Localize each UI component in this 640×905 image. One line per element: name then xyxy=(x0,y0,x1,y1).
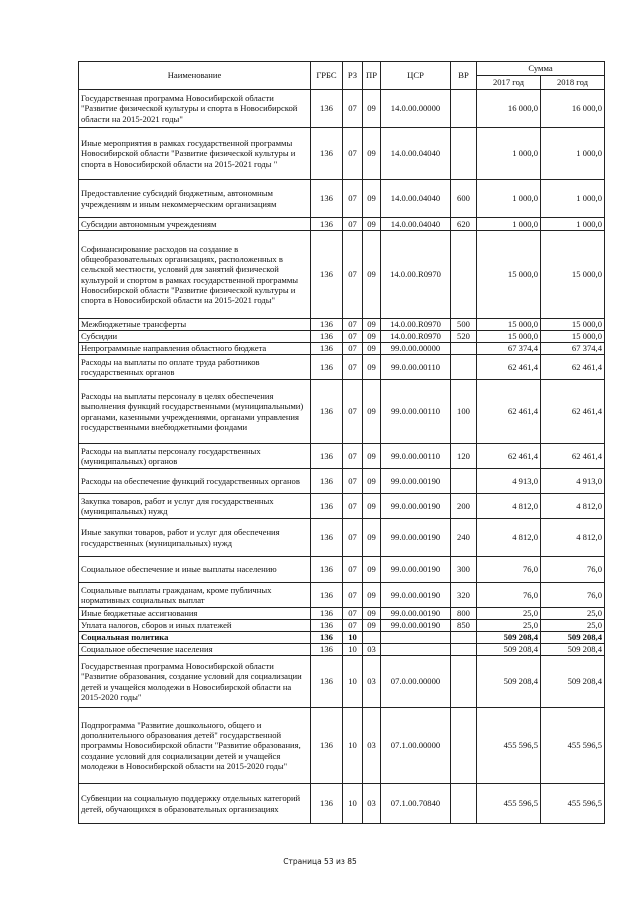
cell-sum-2018: 4 913,0 xyxy=(541,469,605,494)
table-row xyxy=(79,784,605,824)
table-row xyxy=(79,519,605,557)
cell-sum-2017: 1 000,0 xyxy=(477,180,541,218)
cell-pr: 09 xyxy=(363,557,381,583)
header-sum: Сумма xyxy=(477,62,605,76)
cell-rz: 07 xyxy=(343,231,363,319)
cell-pr: 03 xyxy=(363,656,381,708)
cell-csr: 99.0.00.00190 xyxy=(381,469,451,494)
cell-grbs: 136 xyxy=(311,644,343,656)
cell-sum-2018: 1 000,0 xyxy=(541,128,605,180)
header-rz: РЗ xyxy=(343,62,363,90)
cell-name: Расходы на выплаты по оплате труда работников государственных органов xyxy=(79,355,311,380)
table-row xyxy=(79,331,605,343)
table-row xyxy=(79,644,605,656)
cell-rz: 07 xyxy=(343,180,363,218)
cell-grbs: 136 xyxy=(311,319,343,331)
cell-name: Подпрограмма "Развитие дошкольного, общего и дополнительного образования детей" государственной программы Новосибирской области "Развитие образования, создание условий для социализации детей и учащейся молодежи в Новосибирской области на 2015-2020 годы" xyxy=(79,708,311,784)
header-year-2017: 2017 год xyxy=(477,76,541,90)
cell-pr: 09 xyxy=(363,319,381,331)
cell-sum-2017: 15 000,0 xyxy=(477,319,541,331)
cell-pr: 09 xyxy=(363,231,381,319)
cell-rz: 07 xyxy=(343,90,363,128)
cell-name: Расходы на выплаты персоналу в целях обеспечения выполнения функций государственными (муниципальными) органами, казенными учреждениями, органами управления государственными внебюджетными фондами xyxy=(79,380,311,444)
cell-vr: 120 xyxy=(451,444,477,469)
cell-sum-2018: 509 208,4 xyxy=(541,632,605,644)
cell-csr: 07.1.00.70840 xyxy=(381,784,451,824)
cell-sum-2018: 76,0 xyxy=(541,557,605,583)
cell-grbs: 136 xyxy=(311,784,343,824)
header-name: Наименование xyxy=(79,62,311,90)
header-pr: ПР xyxy=(363,62,381,90)
cell-sum-2018: 509 208,4 xyxy=(541,656,605,708)
cell-grbs: 136 xyxy=(311,632,343,644)
cell-name: Субсидии xyxy=(79,331,311,343)
cell-sum-2018: 4 812,0 xyxy=(541,519,605,557)
table-body xyxy=(79,90,605,824)
cell-pr: 09 xyxy=(363,331,381,343)
cell-rz: 10 xyxy=(343,708,363,784)
cell-csr: 99.0.00.00110 xyxy=(381,355,451,380)
cell-pr: 09 xyxy=(363,494,381,519)
cell-grbs: 136 xyxy=(311,494,343,519)
cell-sum-2017: 67 374,4 xyxy=(477,343,541,355)
cell-rz: 07 xyxy=(343,319,363,331)
cell-sum-2017: 16 000,0 xyxy=(477,90,541,128)
cell-csr: 99.0.00.00110 xyxy=(381,444,451,469)
cell-sum-2017: 509 208,4 xyxy=(477,632,541,644)
cell-vr xyxy=(451,355,477,380)
cell-rz: 07 xyxy=(343,380,363,444)
cell-pr: 09 xyxy=(363,180,381,218)
cell-sum-2017: 455 596,5 xyxy=(477,708,541,784)
cell-rz: 07 xyxy=(343,128,363,180)
cell-pr: 03 xyxy=(363,784,381,824)
cell-grbs: 136 xyxy=(311,469,343,494)
cell-vr: 240 xyxy=(451,519,477,557)
cell-name: Социальная политика xyxy=(79,632,311,644)
table-row xyxy=(79,355,605,380)
cell-name: Софинансирование расходов на создание в общеобразовательных организациях, расположенных в сельской местности, условий для занятий физической культурой и спортом в рамках государственной программы Новосибирской области "Развитие физической культуры и спорта в Новосибирской области на 2015-2021 годы" xyxy=(79,231,311,319)
table-row xyxy=(79,343,605,355)
cell-csr: 99.0.00.00190 xyxy=(381,519,451,557)
cell-csr: 14.0.00.04040 xyxy=(381,218,451,231)
cell-sum-2017: 509 208,4 xyxy=(477,656,541,708)
cell-sum-2017: 15 000,0 xyxy=(477,331,541,343)
cell-grbs: 136 xyxy=(311,583,343,608)
cell-csr: 99.0.00.00190 xyxy=(381,620,451,632)
cell-pr: 09 xyxy=(363,355,381,380)
table-row xyxy=(79,231,605,319)
cell-rz: 07 xyxy=(343,355,363,380)
cell-csr: 14.0.00.R0970 xyxy=(381,231,451,319)
cell-sum-2017: 76,0 xyxy=(477,557,541,583)
cell-sum-2018: 15 000,0 xyxy=(541,231,605,319)
cell-csr: 14.0.00.04040 xyxy=(381,180,451,218)
cell-vr: 300 xyxy=(451,557,477,583)
cell-sum-2018: 62 461,4 xyxy=(541,380,605,444)
cell-pr: 09 xyxy=(363,128,381,180)
cell-csr: 99.0.00.00000 xyxy=(381,343,451,355)
table-row xyxy=(79,632,605,644)
cell-vr xyxy=(451,128,477,180)
cell-sum-2017: 62 461,4 xyxy=(477,444,541,469)
cell-grbs: 136 xyxy=(311,331,343,343)
cell-vr xyxy=(451,708,477,784)
cell-csr: 99.0.00.00190 xyxy=(381,494,451,519)
cell-vr: 320 xyxy=(451,583,477,608)
cell-rz: 10 xyxy=(343,644,363,656)
cell-vr: 520 xyxy=(451,331,477,343)
cell-vr: 600 xyxy=(451,180,477,218)
table-row xyxy=(79,557,605,583)
cell-vr: 100 xyxy=(451,380,477,444)
cell-sum-2017: 509 208,4 xyxy=(477,644,541,656)
header-csr: ЦСР xyxy=(381,62,451,90)
cell-sum-2017: 4 913,0 xyxy=(477,469,541,494)
cell-vr xyxy=(451,632,477,644)
cell-grbs: 136 xyxy=(311,557,343,583)
cell-pr xyxy=(363,632,381,644)
cell-name: Государственная программа Новосибирской области "Развитие физической культуры и спорта в Новосибирской области на 2015-2021 годы" xyxy=(79,90,311,128)
cell-grbs: 136 xyxy=(311,608,343,620)
cell-pr: 03 xyxy=(363,708,381,784)
cell-name: Субсидии автономным учреждениям xyxy=(79,218,311,231)
cell-rz: 07 xyxy=(343,620,363,632)
cell-pr: 03 xyxy=(363,644,381,656)
cell-sum-2017: 62 461,4 xyxy=(477,355,541,380)
table-row xyxy=(79,608,605,620)
cell-sum-2018: 62 461,4 xyxy=(541,355,605,380)
cell-pr: 09 xyxy=(363,469,381,494)
cell-sum-2018: 4 812,0 xyxy=(541,494,605,519)
cell-pr: 09 xyxy=(363,343,381,355)
cell-sum-2018: 25,0 xyxy=(541,608,605,620)
cell-grbs: 136 xyxy=(311,620,343,632)
cell-vr: 500 xyxy=(451,319,477,331)
cell-name: Социальное обеспечение населения xyxy=(79,644,311,656)
cell-name: Иные мероприятия в рамках государственной программы Новосибирской области "Развитие физической культуры и спорта в Новосибирской области на 2015-2021 годы " xyxy=(79,128,311,180)
cell-grbs: 136 xyxy=(311,128,343,180)
cell-rz: 07 xyxy=(343,331,363,343)
cell-sum-2018: 455 596,5 xyxy=(541,784,605,824)
table-row xyxy=(79,444,605,469)
cell-vr xyxy=(451,90,477,128)
cell-name: Иные бюджетные ассигнования xyxy=(79,608,311,620)
cell-sum-2018: 76,0 xyxy=(541,583,605,608)
cell-csr: 99.0.00.00190 xyxy=(381,557,451,583)
table-row xyxy=(79,180,605,218)
cell-name: Социальные выплаты гражданам, кроме публичных нормативных социальных выплат xyxy=(79,583,311,608)
cell-vr: 200 xyxy=(451,494,477,519)
cell-csr xyxy=(381,632,451,644)
cell-sum-2018: 67 374,4 xyxy=(541,343,605,355)
cell-sum-2018: 15 000,0 xyxy=(541,319,605,331)
cell-csr: 14.0.00.R0970 xyxy=(381,319,451,331)
table-row xyxy=(79,583,605,608)
cell-vr xyxy=(451,469,477,494)
cell-name: Уплата налогов, сборов и иных платежей xyxy=(79,620,311,632)
cell-sum-2018: 62 461,4 xyxy=(541,444,605,469)
cell-grbs: 136 xyxy=(311,656,343,708)
table-row xyxy=(79,469,605,494)
budget-table xyxy=(78,61,605,824)
cell-sum-2017: 76,0 xyxy=(477,583,541,608)
cell-sum-2018: 1 000,0 xyxy=(541,180,605,218)
cell-csr: 14.0.00.00000 xyxy=(381,90,451,128)
cell-pr: 09 xyxy=(363,218,381,231)
cell-rz: 10 xyxy=(343,632,363,644)
cell-csr xyxy=(381,644,451,656)
cell-sum-2018: 25,0 xyxy=(541,620,605,632)
cell-rz: 07 xyxy=(343,494,363,519)
cell-sum-2017: 62 461,4 xyxy=(477,380,541,444)
cell-grbs: 136 xyxy=(311,444,343,469)
cell-rz: 07 xyxy=(343,608,363,620)
cell-rz: 07 xyxy=(343,519,363,557)
cell-name: Закупка товаров, работ и услуг для государственных (муниципальных) нужд xyxy=(79,494,311,519)
cell-name: Социальное обеспечение и иные выплаты населению xyxy=(79,557,311,583)
cell-pr: 09 xyxy=(363,444,381,469)
cell-vr: 620 xyxy=(451,218,477,231)
cell-rz: 07 xyxy=(343,469,363,494)
cell-sum-2017: 25,0 xyxy=(477,608,541,620)
cell-sum-2018: 1 000,0 xyxy=(541,218,605,231)
header-vr: ВР xyxy=(451,62,477,90)
cell-csr: 99.0.00.00190 xyxy=(381,583,451,608)
cell-rz: 10 xyxy=(343,656,363,708)
cell-sum-2017: 1 000,0 xyxy=(477,218,541,231)
cell-vr xyxy=(451,343,477,355)
cell-csr: 99.0.00.00110 xyxy=(381,380,451,444)
cell-grbs: 136 xyxy=(311,343,343,355)
cell-sum-2017: 15 000,0 xyxy=(477,231,541,319)
table-row xyxy=(79,380,605,444)
cell-name: Субвенции на социальную поддержку отдельных категорий детей, обучающихся в образовательных организациях xyxy=(79,784,311,824)
table-row xyxy=(79,708,605,784)
cell-name: Предоставление субсидий бюджетным, автономным учреждениям и иным некоммерческим организациям xyxy=(79,180,311,218)
table-row xyxy=(79,319,605,331)
cell-grbs: 136 xyxy=(311,231,343,319)
cell-sum-2018: 509 208,4 xyxy=(541,644,605,656)
cell-vr xyxy=(451,231,477,319)
cell-pr: 09 xyxy=(363,90,381,128)
cell-name: Непрограммные направления областного бюджета xyxy=(79,343,311,355)
cell-sum-2017: 1 000,0 xyxy=(477,128,541,180)
cell-name: Расходы на выплаты персоналу государственных (муниципальных) органов xyxy=(79,444,311,469)
cell-vr xyxy=(451,656,477,708)
header-year-2018: 2018 год xyxy=(541,76,605,90)
cell-pr: 09 xyxy=(363,380,381,444)
cell-csr: 07.0.00.00000 xyxy=(381,656,451,708)
table-row xyxy=(79,656,605,708)
cell-rz: 10 xyxy=(343,784,363,824)
cell-name: Расходы на обеспечение функций государственных органов xyxy=(79,469,311,494)
cell-sum-2017: 25,0 xyxy=(477,620,541,632)
cell-grbs: 136 xyxy=(311,180,343,218)
cell-csr: 14.0.00.R0970 xyxy=(381,331,451,343)
cell-grbs: 136 xyxy=(311,380,343,444)
cell-pr: 09 xyxy=(363,583,381,608)
cell-grbs: 136 xyxy=(311,519,343,557)
cell-pr: 09 xyxy=(363,519,381,557)
cell-name: Межбюджетные трансферты xyxy=(79,319,311,331)
cell-vr: 800 xyxy=(451,608,477,620)
cell-csr: 99.0.00.00190 xyxy=(381,608,451,620)
cell-csr: 07.1.00.00000 xyxy=(381,708,451,784)
cell-rz: 07 xyxy=(343,218,363,231)
cell-pr: 09 xyxy=(363,608,381,620)
cell-grbs: 136 xyxy=(311,218,343,231)
cell-rz: 07 xyxy=(343,583,363,608)
cell-sum-2018: 15 000,0 xyxy=(541,331,605,343)
cell-csr: 14.0.00.04040 xyxy=(381,128,451,180)
header-grbs: ГРБС xyxy=(311,62,343,90)
table-row xyxy=(79,218,605,231)
cell-grbs: 136 xyxy=(311,355,343,380)
cell-sum-2018: 16 000,0 xyxy=(541,90,605,128)
cell-grbs: 136 xyxy=(311,90,343,128)
table-row xyxy=(79,90,605,128)
cell-name: Иные закупки товаров, работ и услуг для обеспечения государственных (муниципальных) нужд xyxy=(79,519,311,557)
cell-vr xyxy=(451,784,477,824)
table-row xyxy=(79,620,605,632)
cell-vr: 850 xyxy=(451,620,477,632)
cell-sum-2018: 455 596,5 xyxy=(541,708,605,784)
cell-sum-2017: 4 812,0 xyxy=(477,519,541,557)
page-footer: Страница 53 из 85 xyxy=(283,857,357,866)
cell-grbs: 136 xyxy=(311,708,343,784)
cell-sum-2017: 4 812,0 xyxy=(477,494,541,519)
table-row xyxy=(79,494,605,519)
cell-name: Государственная программа Новосибирской области "Развитие образования, создание условий для социализации детей и учащейся молодежи в Новосибирской области на 2015-2020 годы" xyxy=(79,656,311,708)
cell-pr: 09 xyxy=(363,620,381,632)
cell-vr xyxy=(451,644,477,656)
table-row xyxy=(79,128,605,180)
cell-rz: 07 xyxy=(343,343,363,355)
cell-rz: 07 xyxy=(343,444,363,469)
cell-rz: 07 xyxy=(343,557,363,583)
cell-sum-2017: 455 596,5 xyxy=(477,784,541,824)
